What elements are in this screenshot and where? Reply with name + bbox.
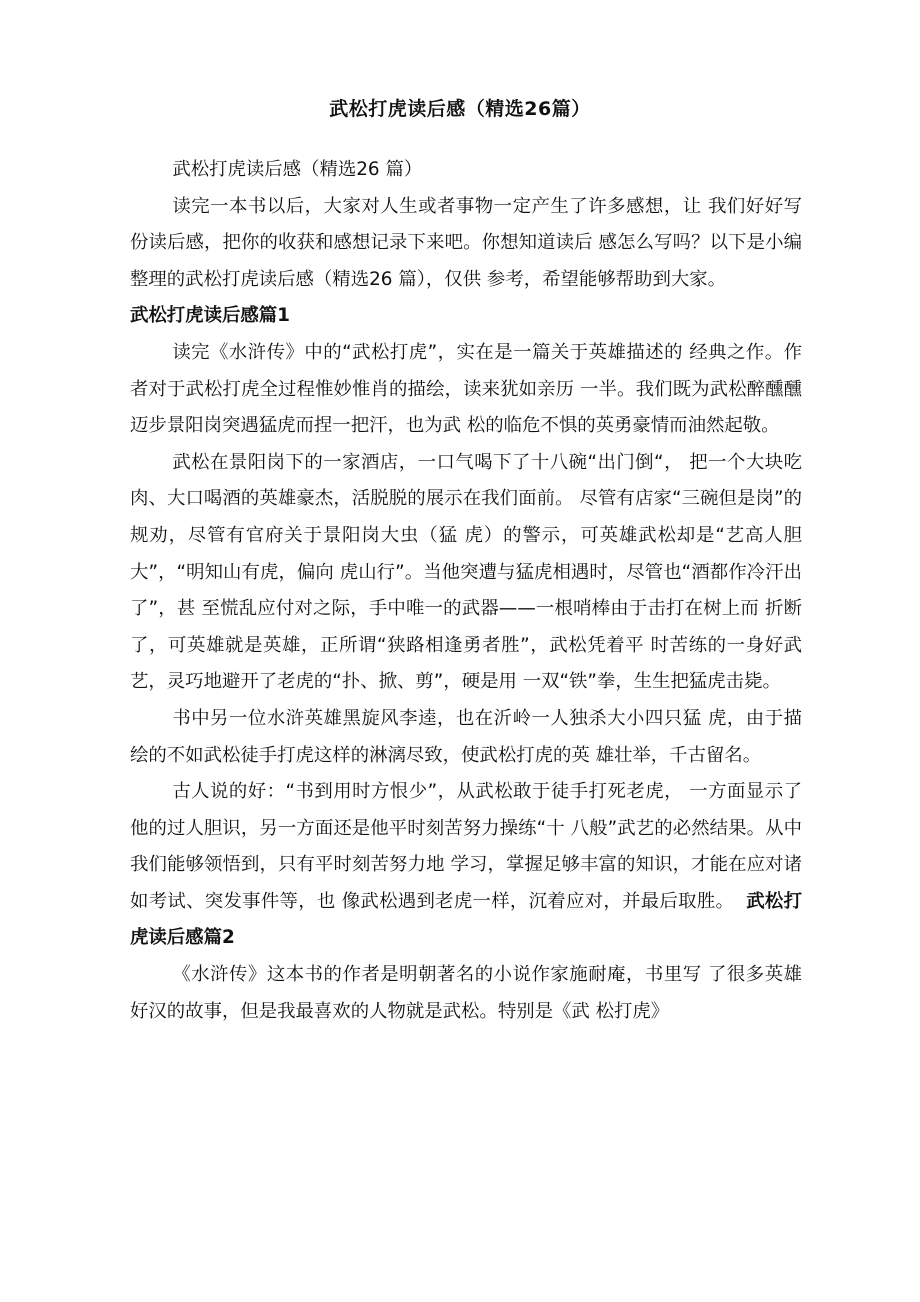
paragraph-5: 《水浒传》这本书的作者是明朝著名的小说作家施耐庵，书里写 了很多英雄好汉的故事，但是我最喜欢的人物就是武松。特别是《武 松打虎》 [130, 964, 802, 1022]
paragraph-4-text: 古人说的好：“书到用时方恨少”，从武松敢于徒手打死老虎， 一方面显示了他的过人胆识，另一方面还是他平时刻苦努力操练“十 八般”武艺的必然结果。从中我们能够领悟到，只有平时刻苦努力地 学习，掌握足够丰富的知识，才能在应对诸如考试、突发事件等，也 像武松遇到老虎一样，沉着应对，并最后取胜。 [130, 781, 802, 912]
document-body [130, 152, 802, 1030]
paragraph-4 [130, 774, 802, 957]
document-title: 武松打虎读后感（精选26篇） [329, 98, 591, 120]
paragraph-3: 书中另一位水浒英雄黑旋风李逵，也在沂岭一人独杀大小四只猛 虎，由于描绘的不如武松徒手打虎这样的淋漓尽致，使武松打虎的英 雄壮举，千古留名。 [130, 707, 802, 766]
intro-paragraph: 读完一本书以后，大家对人生或者事物一定产生了许多感想，让 我们好好写份读后感，把你的收获和感想记录下来吧。你想知道读后 感怎么写吗？以下是小编整理的武松打虎读后感（精选26 篇），仅供 参考，希望能够帮助到大家。 [130, 195, 802, 290]
section-heading-2: 武松打虎读后感篇2 [130, 890, 802, 949]
paragraph-1: 读完《水浒传》中的“武松打虎”，实在是一篇关于英雄描述的 经典之作。作者对于武松打虎全过程惟妙惟肖的描绘，读来犹如亲历 一半。我们既为武松醉醺醺迈步景阳岗突遇猛虎而捏一把汗，也为武 松的临危不惧的英勇豪情而油然起敬。 [130, 341, 802, 437]
paragraph-2: 武松在景阳岗下的一家酒店，一口气喝下了十八碗“出门倒“， 把一个大块吃肉、大口喝酒的英雄豪杰，活脱脱的展示在我们面前。 尽管有店家“三碗但是岗”的规劝，尽管有官府关于景阳岗大虫（猛 虎）的警示，可英雄武松却是“艺高人胆大”，“明知山有虎，偏向 虎山行”。当他突遭与猛虎相遇时，尽管也“酒都作冷汗出了”，甚 至慌乱应付对之际，手中唯一的武器——一根哨棒由于击打在树上而 折断了，可英雄就是英雄，正所谓“狭路相逢勇者胜”，武松凭着平 时苦练的一身好武艺，灵巧地避开了老虎的“扑、掀、剪”，硬是用 一双“铁”拳，生生把猛虎击毙。 [130, 451, 802, 693]
document-subtitle: 武松打虎读后感（精选26 篇） [172, 159, 423, 180]
section-heading-1: 武松打虎读后感篇1 [130, 305, 290, 327]
